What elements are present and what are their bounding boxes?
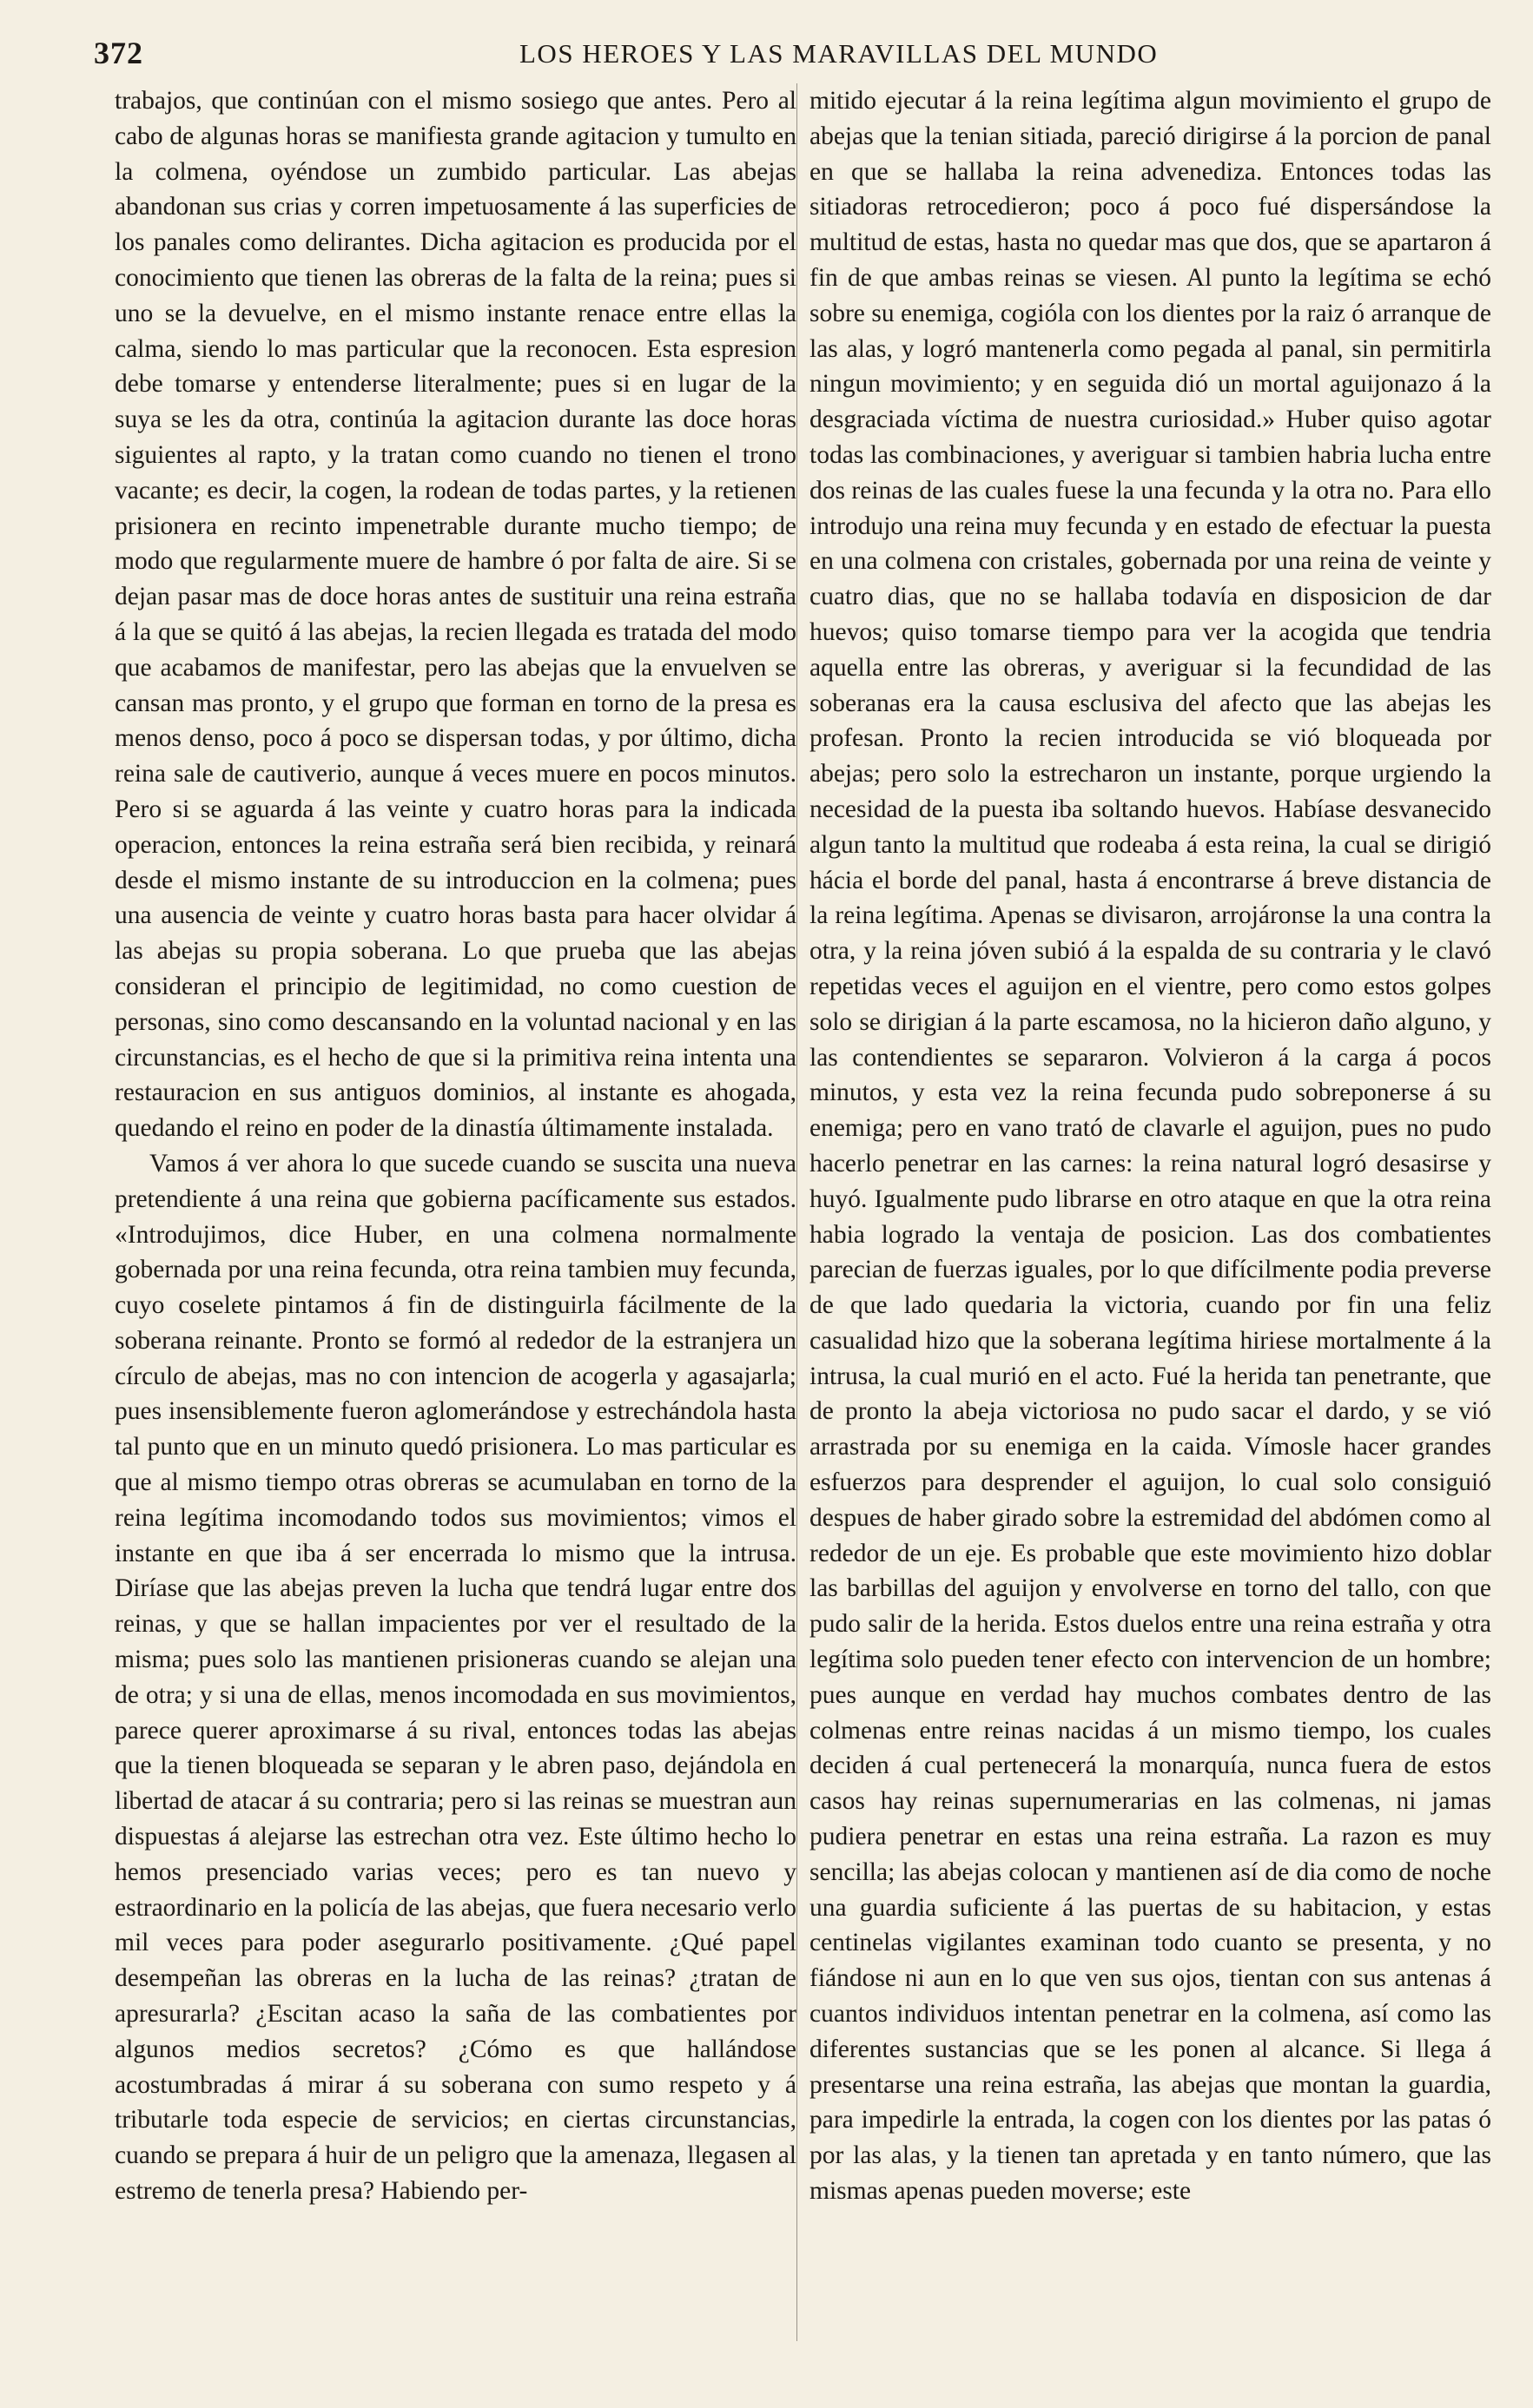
page-header: [94, 35, 1466, 80]
running-title: LOS HEROES Y LAS MARAVILLAS DEL MUNDO: [519, 38, 1159, 69]
column-divider: [796, 83, 797, 2341]
left-column: [115, 83, 796, 2376]
paragraph: mitido ejecutar á la reina legítima algun movimiento el grupo de abejas que la tenian sitiada, pareció dirigirse á la porcion de panal en que se hallaba la reina advenediza. Entonces todas las sitiadoras retrocedieron; poco á poco fué dispersándose la multitud de estas, hasta no quedar mas que dos, que se apartaron á fin de que ambas reinas se viesen. Al punto la legítima se echó sobre su enemiga, cogióla con los dientes por la raiz ó arranque de las alas, y logró mantenerla como pegada al panal, sin permitirla ningun movimiento; y en seguida dió un mortal aguijonazo á la desgraciada víctima de nuestra curiosidad.» Huber quiso agotar todas las combinaciones, y averiguar si tambien habria lucha entre dos reinas de las cuales fuese la una fecunda y la otra no. Para ello introdujo una reina muy fecunda y en estado de efectuar la puesta en una colmena con cristales, gobernada por una reina de veinte y cuatro dias, que no se hallaba todavía en disposicion de dar huevos; quiso tomarse tiempo para ver la acogida que tendria aquella entre las obreras, y averiguar si la fecundidad de las soberanas era la causa esclusiva del afecto que las abejas les profesan. Pronto la recien introducida se vió bloqueada por abejas; pero solo la estrecharon un instante, porque urgiendo la necesidad de la puesta iba soltando huevos. Habíase desvanecido algun tanto la multitud que rodeaba á esta reina, la cual se dirigió hácia el borde del panal, hasta á encontrarse á breve distancia de la reina legítima. Apenas se divisaron, arrojáronse la una contra la otra, y la reina jóven subió á la espalda de su contraria y le clavó repetidas veces el aguijon en el vientre, pero como estos golpes solo se dirigian á la parte escamosa, no la hicieron daño alguno, y las contendientes se separaron. Volvieron á la carga á pocos minutos, y esta vez la reina fecunda pudo sobreponerse á su enemiga; pero en vano trató de clavarle el aguijon, pues no pudo hacerlo penetrar en las carnes: la reina natural logró desasirse y huyó. Igualmente pudo librarse en otro ataque en que la otra reina habia logrado la ventaja de posicion. Las dos combatientes parecian de fuerzas iguales, por lo que difícilmente podia preverse de que lado quedaria la victoria, cuando por fin una feliz casualidad hizo que la soberana legítima hiriese mortalmente á la intrusa, la cual murió en el acto. Fué la herida tan penetrante, que de pronto la abeja victoriosa no pudo sacar el dardo, y se vió arrastrada por su enemiga en la caida. Vímosle hacer grandes esfuerzos para desprender el aguijon, lo cual solo consiguió despues de haber girado sobre la estremidad del abdómen como al rededor de un eje. Es probable que este movimiento hizo doblar las barbillas del aguijon y envolverse en torno del tallo, con que pudo salir de la herida. Estos duelos entre una reina estraña y otra legítima solo pueden tener efecto con intervencion de un hombre; pues aunque en verdad hay muchos combates dentro de las colmenas entre reinas nacidas á un mismo tiempo, los cuales deciden á cual pertenecerá la monarquía, nunca fuera de estos casos hay reinas supernumerarias en las colmenas, ni jamas pudiera penetrar en estas una reina estraña. La razon es muy sencilla; las abejas colocan y mantienen así de dia como de noche una guardia suficiente á las puertas de su habitacion, y estas centinelas vigilantes examinan todo cuanto se presenta, y no fiándose ni aun en lo que ven sus ojos, tientan con sus antenas á cuantos individuos intentan penetrar en la colmena, así como las diferentes sustancias que se les ponen al alcance. Si llega á presentarse una reina estraña, las abejas que montan la guardia, para impedirle la entrada, la cogen con los dientes por las patas ó por las alas, y la tienen tan apretada y en tanto número, que las mismas apenas pueden moverse; este: [809, 87, 1491, 2206]
paragraph: Vamos á ver ahora lo que sucede cuando se suscita una nueva pretendiente á una reina que gobierna pacíficamente sus estados. «Introdujimos, dice Huber, en una colmena normalmente gobernada por una reina fecunda, otra reina tambien muy fecunda, cuyo coselete pintamos á fin de distinguirla fácilmente de la soberana reinante. Pronto se formó al rededor de la estranjera un círculo de abejas, mas no con intencion de acogerla y agasajarla; pues insensiblemente fueron aglomerándose y estrechándola hasta tal punto que en un minuto quedó prisionera. Lo mas particular es que al mismo tiempo otras obreras se acumulaban en torno de la reina legítima incomodando todos sus movimientos; vimos el instante en que iba á ser encerrada lo mismo que la intrusa. Diríase que las abejas preven la lucha que tendrá lugar entre dos reinas, y que se hallan impacientes por ver el resultado de la misma; pues solo las mantienen prisioneras cuando se alejan una de otra; y si una de ellas, menos incomodada en sus movimientos, parece querer aproximarse á su rival, entonces todas las abejas que la tienen bloqueada se separan y le abren paso, dejándola en libertad de atacar á su contraria; pero si las reinas se muestran aun dispuestas á alejarse las estrechan otra vez. Este último hecho lo hemos presenciado varias veces; pero es tan nuevo y estraordinario en la policía de las abejas, que fuera necesario verlo mil veces para poder asegurarlo positivamente. ¿Qué papel desempeñan las obreras en la lucha de las reinas? ¿tratan de apresurarla? ¿Escitan acaso la saña de las combatientes por algunos medios secretos? ¿Cómo es que hallándose acostumbradas á mirar á su soberana con sumo respeto y á tributarle toda especie de servicios; en ciertas circunstancias, cuando se prepara á huir de un peligro que la amenaza, llegasen al estremo de tenerla presa? Habiendo per-: [115, 1149, 796, 2206]
right-column: [809, 83, 1491, 2376]
page-number: 372: [94, 36, 143, 70]
paragraph: trabajos, que continúan con el mismo sosiego que antes. Pero al cabo de algunas horas se manifiesta grande agitacion y tumulto en la colmena, oyéndose un zumbido particular. Las abejas abandonan sus crias y corren impetuosamente á las superficies de los panales como delirantes. Dicha agitacion es producida por el conocimiento que tienen las obreras de la falta de la reina; pues si uno se la devuelve, en el mismo instante renace entre ellas la calma, siendo lo mas particular que la reconocen. Esta espresion debe tomarse y entenderse literalmente; pues si en lugar de la suya se les da otra, continúa la agitacion durante las doce horas siguientes al rapto, y la tratan como cuando no tienen el trono vacante; es decir, la cogen, la rodean de todas partes, y la retienen prisionera en recinto impenetrable durante mucho tiempo; de modo que regularmente muere de hambre ó por falta de aire. Si se dejan pasar mas de doce horas antes de sustituir una reina estraña á la que se quitó á las abejas, la recien llegada es tratada del modo que acabamos de manifestar, pero las abejas que la envuelven se cansan mas pronto, y el grupo que forman en torno de la presa es menos denso, poco á poco se dispersan todas, y por último, dicha reina sale de cautiverio, aunque á veces muere en pocos minutos. Pero si se aguarda á las veinte y cuatro horas para la indicada operacion, entonces la reina estraña será bien recibida, y reinará desde el mismo instante de su introduccion en la colmena; pues una ausencia de veinte y cuatro horas basta para hacer olvidar á las abejas su propia soberana. Lo que prueba que las abejas consideran el principio de legitimidad, no como cuestion de personas, sino como descansando en la voluntad nacional y en las circunstancias, es el hecho de que si la primitiva reina intenta una restauracion en sus antiguos dominios, al instante es ahogada, quedando el reino en poder de la dinastía últimamente instalada.: [115, 87, 796, 1143]
